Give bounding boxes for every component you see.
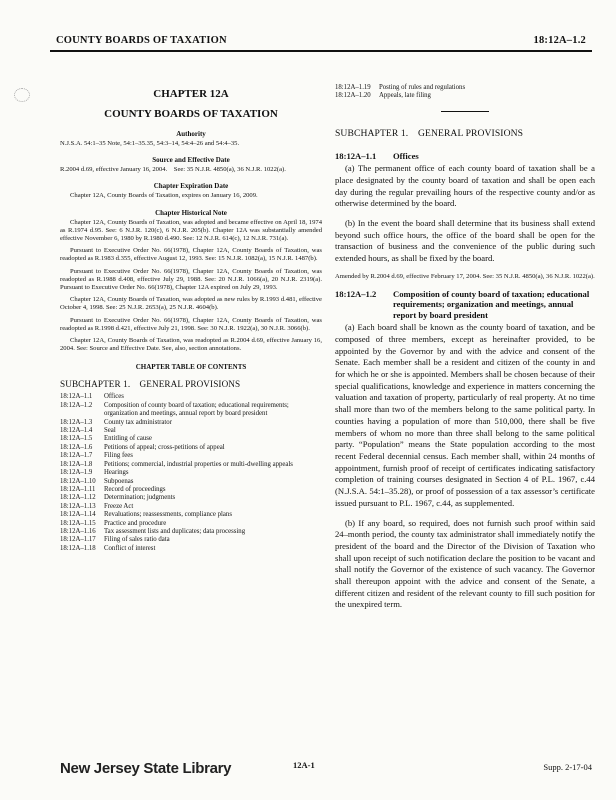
source-heading: Source and Effective Date: [152, 156, 230, 165]
toc-entry[interactable]: 18:12A–1.16 Tax assessment lists and duplicates; data processing: [60, 527, 246, 535]
source-text: R.2004 d.69, effective January 16, 2004. See: 35 N.J.R. 4850(a), 36 N.J.R. 1022(a).: [60, 166, 286, 174]
toc-subchapter-title: SUBCHAPTER 1. GENERAL PROVISIONS: [60, 379, 241, 390]
toc-entry[interactable]: 18:12A–1.20 Appeals, late filing: [335, 92, 431, 100]
toc-entry[interactable]: 18:12A–1.7 Filing fees: [60, 452, 133, 460]
expiration-text: Chapter 12A, County Boards of Taxation, expires on January 16, 2009.: [70, 192, 258, 200]
table-of-contents: [60, 393, 322, 553]
table-of-contents-continued: [335, 84, 595, 101]
running-header: [50, 32, 590, 48]
section-title: Composition of county board of taxation; educational requirements; organization and meetings, annual report by board president: [393, 289, 590, 320]
toc-entry[interactable]: 18:12A–1.2 Composition of county board of taxation; educational requirements; organization and meetings, annual report by board president: [60, 401, 289, 418]
left-column: [60, 88, 322, 553]
section-heading-1-1: [335, 151, 595, 161]
toc-entry[interactable]: 18:12A–1.5 Entitling of cause: [60, 435, 152, 443]
page-footer: [0, 758, 616, 782]
section-paragraph-b: (b) In the event the board shall determine that its business shall extend beyond such office hours, the office of the board shall be open for the transaction of business and the convenience of the public during such extended hours, as shall be fixed by the board.: [335, 218, 595, 264]
section-paragraph-a: (a) The permanent office of each county board of taxation shall be a place designated by the county board of taxation and shall be open each day during the regular prevailing hours of the respective county and/or as otherwise determined by the board.: [335, 163, 595, 209]
page-number: 12A-1: [293, 760, 315, 770]
toc-entry[interactable]: 18:12A–1.12 Determination; judgments: [60, 494, 176, 502]
toc-entry[interactable]: 18:12A–1.17 Filing of sales ratio data: [60, 536, 170, 544]
toc-entry[interactable]: 18:12A–1.9 Hearings: [60, 469, 129, 477]
toc-entry[interactable]: 18:12A–1.15 Practice and procedure: [60, 519, 167, 527]
toc-heading: CHAPTER TABLE OF CONTENTS: [135, 363, 247, 372]
section-number: 18:12A–1.1: [335, 150, 377, 161]
chapter-title: COUNTY BOARDS OF TAXATION: [104, 108, 278, 120]
right-column: [335, 84, 595, 611]
toc-entry[interactable]: 18:12A–1.14 Revaluations; reassessments, compliance plans: [60, 511, 232, 519]
history-paragraph: Pursuant to Executive Order No. 66(1978), Chapter 12A, County Boards of Taxation, was readopted as R.1998 d.421, effective July 21, 1998. See: 30 N.J.R. 1922(a), 30 N.J.R. 3066(b).: [60, 316, 322, 332]
toc-entry[interactable]: 18:12A–1.10 Subpoenas: [60, 477, 134, 485]
expiration-heading: Chapter Expiration Date: [153, 182, 229, 191]
toc-entry[interactable]: 18:12A–1.13 Freeze Act: [60, 502, 134, 510]
history-paragraph: Pursuant to Executive Order No. 66(1978), Chapter 12A, County Boards of Taxation, was readopted as R.1988 d.408, effective July 29, 1988. See: 20 N.J.R. 1066(a), 20 N.J.R. 2319(a). Pursuant to Executive Order No. 66(1978), Chapter 12A expired on July 29, 1993.: [60, 267, 322, 292]
section-paragraph-a: (a) Each board shall be known as the county board of taxation, and be composed of three members, except as hereinafter provided, to be appointed by the Governor by and with the advice and consent of the Senate. Each member shall be a resident and citizen of the county in and for which he or she is appointed. Members shall be chosen because of their special qualifications, knowledge and experience in matters concerning the valuation and taxation of property, particularly of real property. At no time shall more than two of the members belong to the same political party. In counties having a population of more than 510,000, there shall be five members of whom no more than three shall belong to the same political party. “Population” means the State population according to the most recent Federal decennial census. Each member shall, within 24 months of appointment, furnish proof of receipt of certificates indicating satisfactory completion of training courses designated in Section 4 of P.L. 1967, c.44 (N.J.S.A. 54:1–35.28), or proof of possession of a tax assessor’s certificate issued pursuant to P.L. 1967, c.44, as supplemented.: [335, 322, 595, 508]
history-paragraph: Pursuant to Executive Order No. 66(1978), Chapter 12A, County Boards of Taxation, was readopted as R.1983 d.355, effective August 12, 1993. See: 15 N.J.R. 1082(a), 15 N.J.R. 1487(b).: [60, 247, 322, 263]
toc-entry[interactable]: 18:12A–1.1 Offices: [60, 393, 124, 401]
header-rule: [50, 50, 592, 52]
history-paragraph: Chapter 12A, County Boards of Taxation, was adopted as new rules by R.1993 d.481, effective October 4, 1998. See: 25 N.J.R. 2653(a), 25 N.J.R. 4604(b).: [60, 296, 322, 312]
chapter-number: CHAPTER 12A: [153, 88, 229, 100]
page-blemish: [14, 88, 30, 102]
toc-entry[interactable]: 18:12A–1.4 Seal: [60, 427, 116, 435]
history-paragraph: Chapter 12A, County Boards of Taxation, was readopted as R.2004 d.69, effective January 16, 2004. See: Source and Effective Date. See, also, section annotations.: [60, 337, 322, 353]
amendment-note: Amended by R.2004 d.69, effective February 17, 2004. See: 35 N.J.R. 4850(a), 36 N.J.R. 1022(a).: [335, 272, 595, 280]
section-heading-1-2: [335, 289, 595, 320]
toc-entry[interactable]: 18:12A–1.6 Petitions of appeal; cross-petitions of appeal: [60, 443, 225, 451]
supplement-date: Supp. 2-17-04: [543, 762, 592, 772]
subchapter-title: SUBCHAPTER 1. GENERAL PROVISIONS: [335, 127, 524, 139]
header-section-number: 18:12A–1.2: [533, 35, 586, 46]
history-paragraph: Chapter 12A, County Boards of Taxation, was adopted and became effective on April 18, 1974 as R.1974 d.95. See: 6 N.J.R. 120(c), 6 N.J.R. 205(b). Chapter 12A was substantially amended effective November 6, 1980 by R.1980 d.490. See: 12 N.J.R. 614(c), 12 N.J.R. 731(a).: [60, 218, 322, 243]
library-watermark: New Jersey State Library: [60, 760, 232, 777]
toc-entry[interactable]: 18:12A–1.18 Conflict of interest: [60, 544, 156, 552]
authority-heading: Authority: [176, 130, 206, 138]
toc-entry[interactable]: 18:12A–1.19 Posting of rules and regulations: [335, 84, 466, 91]
section-number: 18:12A–1.2: [335, 289, 377, 300]
toc-entry[interactable]: 18:12A–1.8 Petitions; commercial, industrial properties or multi-dwelling appeals: [60, 460, 293, 468]
toc-entry[interactable]: 18:12A–1.11 Record of proceedings: [60, 485, 166, 493]
section-title: Offices: [393, 150, 419, 161]
header-title: COUNTY BOARDS OF TAXATION: [56, 35, 227, 46]
toc-entry[interactable]: 18:12A–1.3 County tax administrator: [60, 418, 172, 426]
section-paragraph-b: (b) If any board, so required, does not furnish such proof within said 24–month period, the county tax administrator shall immediately notify the president of the board and the Director of the Division of Taxation who shall upon receipt of such notification declare the position to be vacant and shall notify the Governor of the existence of such vacancy. The Governor shall thereupon appoint with the advice and consent of the Senate, a different citizen and resident of the relevant county to fill such position for the unexpired term.: [335, 517, 595, 610]
history-heading: Chapter Historical Note: [155, 208, 227, 217]
section-divider: [441, 111, 489, 112]
authority-text: N.J.S.A. 54:1–35 Note, 54:1–35.35, 54:3–14, 54:4–26 and 54:4–35.: [60, 140, 240, 147]
